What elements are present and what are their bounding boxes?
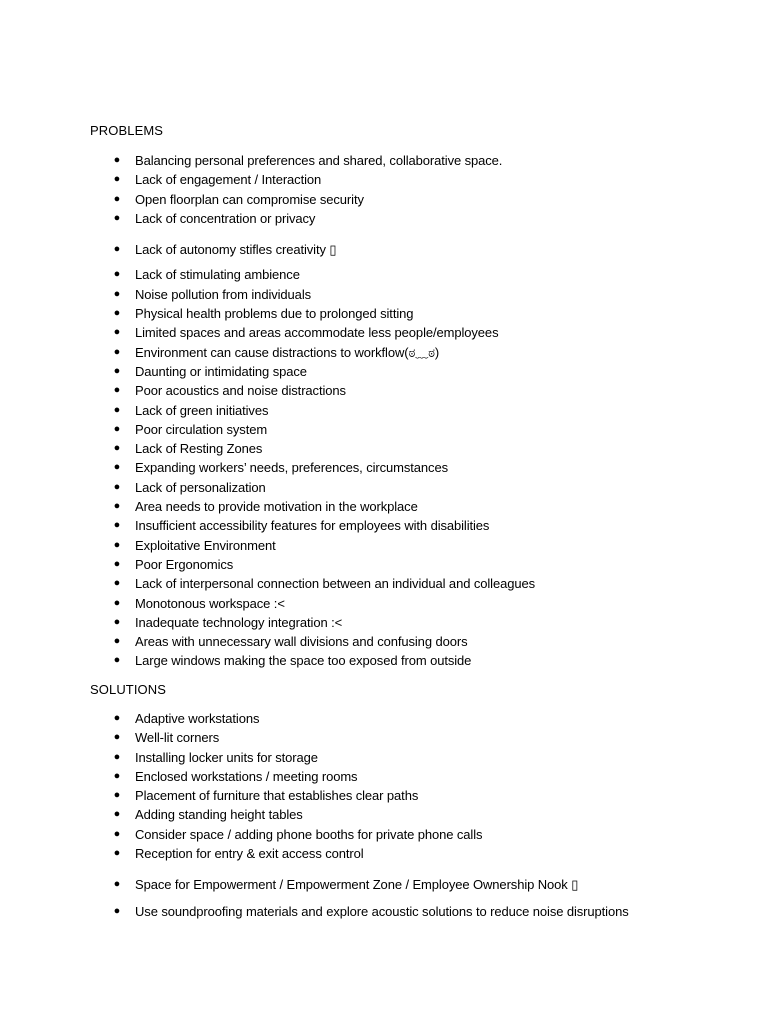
list-item (0, 362, 768, 381)
list-item-text: Poor Ergonomics (135, 556, 234, 572)
list-item-text: Insufficient accessibility features for employees with disabilities (135, 518, 490, 534)
bullet-icon: ● (113, 904, 121, 917)
bullet-icon: ● (113, 538, 121, 551)
bullet-icon: ● (113, 384, 121, 397)
list-item (0, 875, 768, 894)
bullet-icon: ● (113, 557, 121, 570)
list-item (0, 240, 768, 259)
list-item (0, 825, 768, 844)
list-item (0, 497, 768, 516)
bullet-icon: ● (113, 789, 121, 802)
list-item (0, 343, 768, 362)
bullet-icon: ● (113, 731, 121, 744)
list-item-text: Well-lit corners (135, 730, 220, 746)
list-item (0, 728, 768, 747)
list-item-text: Limited spaces and areas accommodate less people/employees (135, 325, 499, 341)
list-item (0, 458, 768, 477)
list-item-text: Poor circulation system (135, 421, 268, 437)
bullet-icon: ● (113, 154, 121, 166)
solutions-heading: SOLUTIONS (90, 682, 167, 697)
list-item-text: Inadequate technology integration :< (135, 614, 343, 630)
bullet-icon: ● (113, 268, 121, 281)
bullet-icon: ● (113, 596, 121, 609)
bullet-icon: ● (113, 422, 121, 435)
list-item (0, 594, 768, 613)
bullet-icon: ● (113, 847, 121, 860)
list-item (0, 748, 768, 767)
list-item-text: Physical health problems due to prolonged sitting (135, 306, 414, 322)
list-item (0, 420, 768, 439)
bullet-icon: ● (113, 345, 121, 358)
list-item (0, 285, 768, 304)
list-item (0, 381, 768, 400)
list-item (0, 516, 768, 535)
list-item (0, 632, 768, 651)
list-item-text: Adding standing height tables (135, 807, 303, 823)
bullet-icon: ● (113, 480, 121, 493)
list-item-text: Daunting or intimidating space (135, 363, 307, 379)
list-item (0, 401, 768, 420)
list-item-text: Installing locker units for storage (135, 749, 318, 765)
list-item-text: Large windows making the space too exposed from outside (135, 653, 472, 669)
list-item (0, 555, 768, 574)
bullet-icon: ● (113, 307, 121, 320)
list-item (0, 170, 768, 189)
list-item (0, 439, 768, 458)
list-item-text: Placement of furniture that establishes clear paths (135, 788, 419, 804)
bullet-icon: ● (113, 712, 121, 724)
bullet-icon: ● (113, 287, 121, 300)
list-item (0, 709, 768, 728)
bullet-icon: ● (113, 364, 121, 377)
bullet-icon: ● (113, 827, 121, 840)
list-item-text: Lack of interpersonal connection between an individual and colleagues (135, 576, 535, 592)
list-item (0, 323, 768, 342)
list-item (0, 805, 768, 824)
problems-list (0, 151, 768, 671)
list-item-text: Lack of autonomy stifles creativity ▯ (135, 242, 337, 258)
list-item (0, 902, 768, 921)
bullet-icon: ● (113, 500, 121, 513)
bullet-icon: ● (113, 654, 121, 667)
list-item-text: Expanding workers’ needs, preferences, circumstances (135, 460, 448, 476)
list-item (0, 304, 768, 323)
bullet-icon: ● (113, 243, 121, 256)
list-item-text: Space for Empowerment / Empowerment Zone / Employee Ownership Nook ▯ (135, 877, 579, 893)
list-item-text: Exploitative Environment (135, 537, 276, 553)
list-item (0, 844, 768, 863)
list-item-text: Balancing personal preferences and shared, collaborative space. (135, 153, 503, 168)
list-item (0, 786, 768, 805)
list-item-text: Consider space / adding phone booths for private phone calls (135, 826, 483, 842)
solutions-list (0, 709, 768, 921)
list-item (0, 574, 768, 593)
bullet-icon: ● (113, 461, 121, 474)
list-item-text: Lack of green initiatives (135, 402, 269, 418)
list-item-text: Monotonous workspace :< (135, 595, 285, 611)
bullet-icon: ● (113, 326, 121, 339)
list-item-text: Environment can cause distractions to workflow(ಠ﹏ಠ) (135, 344, 440, 360)
bullet-icon: ● (113, 750, 121, 763)
bullet-icon: ● (113, 442, 121, 455)
list-item-text: Areas with unnecessary wall divisions and confusing doors (135, 634, 468, 650)
bullet-icon: ● (113, 635, 121, 648)
bullet-icon: ● (113, 769, 121, 782)
list-item-text: Adaptive workstations (135, 711, 260, 726)
list-item (0, 151, 768, 170)
list-item (0, 190, 768, 209)
list-item-text: Lack of personalization (135, 479, 266, 495)
bullet-icon: ● (113, 211, 121, 224)
list-item (0, 209, 768, 228)
list-item-text: Noise pollution from individuals (135, 286, 312, 302)
list-item-text: Open floorplan can compromise security (135, 191, 364, 207)
list-item (0, 536, 768, 555)
bullet-icon: ● (113, 808, 121, 821)
list-item-text: Lack of stimulating ambience (135, 267, 300, 283)
list-item-text: Poor acoustics and noise distractions (135, 383, 346, 399)
list-item (0, 613, 768, 632)
list-item-text: Lack of engagement / Interaction (135, 172, 322, 188)
bullet-icon: ● (113, 519, 121, 532)
list-item (0, 478, 768, 497)
bullet-icon: ● (113, 403, 121, 416)
bullet-icon: ● (113, 192, 121, 205)
list-item-text: Lack of Resting Zones (135, 441, 263, 457)
bullet-icon: ● (113, 577, 121, 590)
problems-heading: PROBLEMS (90, 123, 164, 138)
bullet-icon: ● (113, 878, 121, 891)
list-item (0, 651, 768, 670)
list-item-text: Use soundproofing materials and explore acoustic solutions to reduce noise disruptions (135, 903, 629, 919)
bullet-icon: ● (113, 615, 121, 628)
list-item-text: Reception for entry & exit access control (135, 846, 364, 862)
bullet-icon: ● (113, 173, 121, 186)
list-item-text: Lack of concentration or privacy (135, 210, 316, 226)
list-item-text: Area needs to provide motivation in the workplace (135, 499, 418, 515)
list-item (0, 265, 768, 284)
list-item-text: Enclosed workstations / meeting rooms (135, 768, 358, 784)
list-item (0, 767, 768, 786)
